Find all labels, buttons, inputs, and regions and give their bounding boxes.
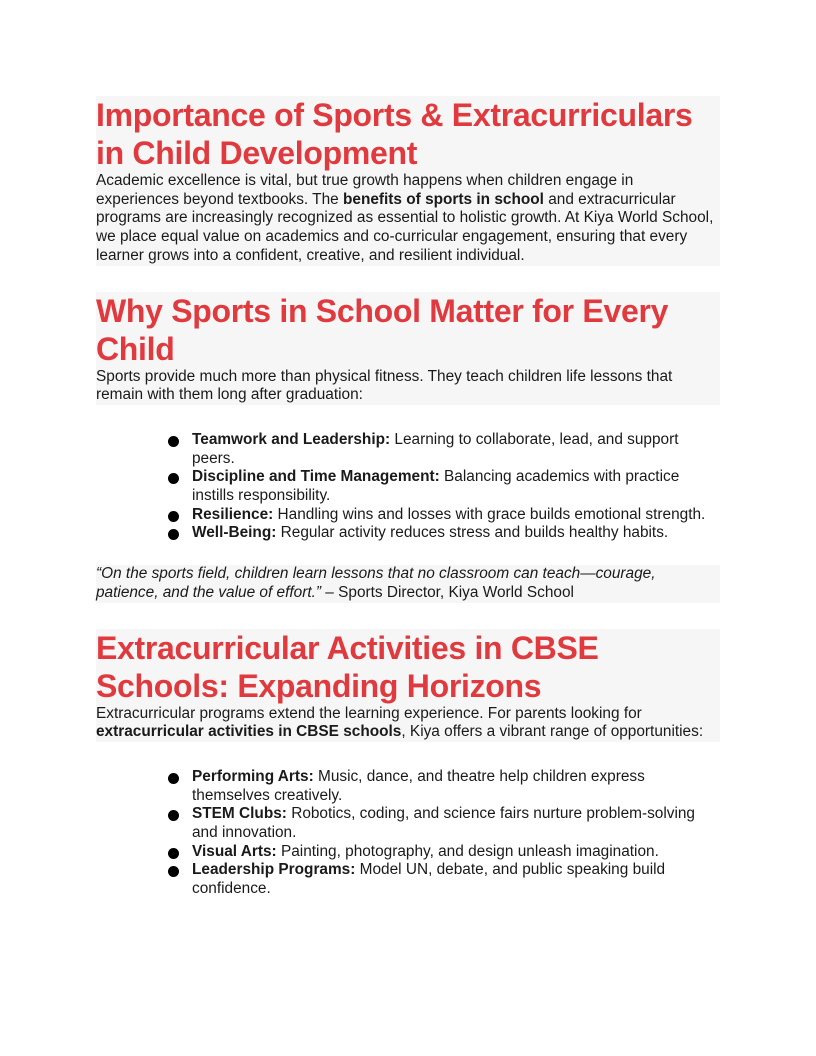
list-item-label: Discipline and Time Management: (192, 468, 440, 486)
list-item (96, 843, 720, 862)
list-item-text: Regular activity reduces stress and builds healthy habits. (276, 524, 669, 542)
section-why-sports (96, 292, 720, 405)
bullet-icon (168, 810, 179, 821)
list-item-label: Well-Being: (192, 524, 277, 542)
bold-phrase-cbse: extracurricular activities in CBSE schools (96, 723, 402, 741)
list-item-label: Teamwork and Leadership: (192, 430, 391, 448)
list-item-label: STEM Clubs: (192, 805, 287, 823)
paragraph-importance (96, 172, 720, 266)
heading-extracurricular: Extracurricular Activities in CBSE Schools: Expanding Horizons (96, 629, 599, 704)
list-item (96, 431, 720, 468)
bullet-icon (168, 473, 179, 484)
bullet-icon (168, 773, 179, 784)
paragraph-text: and extracurricular programs are increasingly recognized as essential to holistic growth. At Kiya World School, we place equal value on academics and co-curricular engagement, ensuring that every learner grows into a confident, creative, and resilient individual. (96, 190, 714, 264)
bullet-icon (168, 866, 179, 877)
paragraph-extracurricular (96, 705, 720, 742)
list-item (96, 468, 720, 505)
section-extracurricular (96, 629, 720, 742)
paragraph-text: , Kiya offers a vibrant range of opportunities: (401, 723, 704, 741)
quote-attribution: – Sports Director, Kiya World School (321, 583, 574, 601)
list-item-label: Leadership Programs: (192, 861, 356, 879)
bullet-icon (168, 436, 179, 447)
heading-importance: Importance of Sports & Extracurriculars in Child Development (96, 97, 693, 171)
list-item-label: Visual Arts: (192, 842, 277, 860)
bullet-icon (168, 511, 179, 522)
heading-why-sports: Why Sports in School Matter for Every Child (96, 292, 669, 367)
quote-block (96, 565, 720, 602)
extracurricular-list (96, 768, 720, 899)
list-item-text: Robotics, coding, and science fairs nurture problem-solving and innovation. (192, 805, 695, 842)
document-page (96, 96, 720, 899)
list-item (96, 524, 720, 543)
sports-benefits-list (96, 431, 720, 543)
paragraph-text: Academic excellence is vital, but true growth happens when children engage in experiences beyond textbooks. The (96, 172, 634, 208)
list-item-text: Handling wins and losses with grace builds emotional strength. (273, 505, 706, 523)
list-item-text: Learning to collaborate, lead, and support peers. (192, 430, 679, 467)
list-item (96, 861, 720, 898)
list-item-label: Resilience: (192, 505, 274, 523)
list-item-text: Music, dance, and theatre help children express themselves creatively. (192, 767, 645, 804)
list-item-text: Model UN, debate, and public speaking build confidence. (192, 861, 666, 898)
list-item (96, 805, 720, 842)
bold-phrase-benefits: benefits of sports in school (342, 190, 544, 208)
section-importance (96, 96, 720, 266)
list-item (96, 768, 720, 805)
bullet-icon (168, 529, 179, 540)
paragraph-text: Extracurricular programs extend the learning experience. For parents looking for (96, 704, 642, 722)
list-item-label: Performing Arts: (192, 767, 314, 785)
paragraph-why-sports: Sports provide much more than physical fitness. They teach children life lessons that remain with them long after graduation: (96, 367, 673, 404)
list-item (96, 506, 720, 525)
list-item-text: Balancing academics with practice instills responsibility. (192, 468, 680, 505)
bullet-icon (168, 848, 179, 859)
list-item-text: Painting, photography, and design unleash imagination. (276, 842, 659, 860)
quote-text: “On the sports field, children learn lessons that no classroom can teach—courage, patience, and the value of effort.” (96, 565, 656, 601)
